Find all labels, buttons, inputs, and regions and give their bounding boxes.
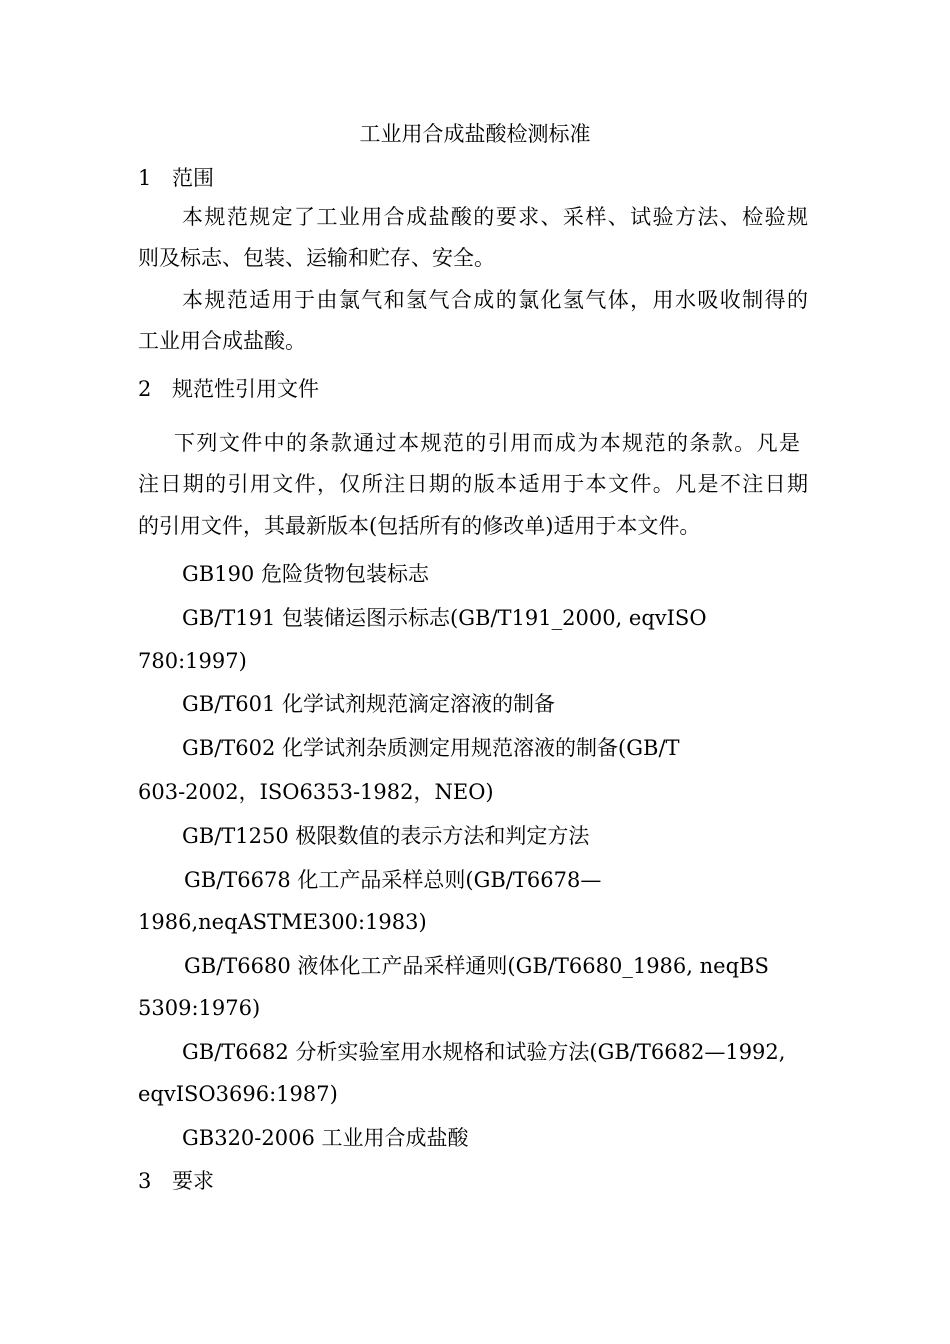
document-title: 工业用合成盐酸检测标准 xyxy=(359,122,591,146)
paragraph-line: 下列文件中的条款通过本规范的引用而成为本规范的条款。凡是 xyxy=(174,431,800,455)
section-number: 3 xyxy=(138,1169,152,1193)
reference-item-continued: eqvISO3696:1987) xyxy=(138,1082,338,1106)
reference-item-continued: 1986,neqASTME300:1983) xyxy=(138,910,427,934)
section-title: 要求 xyxy=(172,1169,214,1193)
paragraph-line: 则及标志、包装、运输和贮存、安全。 xyxy=(138,246,495,270)
section-number: 2 xyxy=(138,377,152,401)
reference-item: GB/T602 化学试剂杂质测定用规范溶液的制备(GB/T xyxy=(182,736,680,760)
paragraph-line: 注日期的引用文件，仅所注日期的版本适用于本文件。凡是不注日期 xyxy=(138,472,808,496)
reference-item-continued: 603-2002，ISO6353-1982，NEO) xyxy=(138,780,494,804)
section-number: 1 xyxy=(138,166,152,190)
reference-item-continued: 5309:1976) xyxy=(138,996,261,1020)
reference-item-continued: 780:1997) xyxy=(138,649,247,673)
reference-item: GB/T6678 化工产品采样总则(GB/T6678— xyxy=(184,868,602,892)
section-heading-3 xyxy=(138,1167,214,1195)
section-heading-1 xyxy=(138,164,214,192)
section-heading-2 xyxy=(138,375,319,403)
paragraph-line: 工业用合成盐酸。 xyxy=(138,329,306,353)
reference-item: GB/T191 包装储运图示标志(GB/T191_2000, eqvISO xyxy=(182,606,707,630)
reference-item: GB/T601 化学试剂规范滴定溶液的制备 xyxy=(182,692,556,716)
section-title: 规范性引用文件 xyxy=(172,377,319,401)
reference-item: GB/T1250 极限数值的表示方法和判定方法 xyxy=(182,824,590,848)
section-title: 范围 xyxy=(172,166,214,190)
reference-item: GB320-2006 工业用合成盐酸 xyxy=(182,1126,469,1150)
reference-item: GB190 危险货物包装标志 xyxy=(182,562,429,586)
paragraph-line: 的引用文件，其最新版本(包括所有的修改单)适用于本文件。 xyxy=(138,514,701,538)
reference-item: GB/T6680 液体化工产品采样通则(GB/T6680_1986, neqBS xyxy=(184,954,769,978)
paragraph-line: 本规范适用于由氯气和氢气合成的氯化氢气体，用水吸收制得的 xyxy=(182,288,808,312)
reference-item: GB/T6682 分析实验室用水规格和试验方法(GB/T6682—1992, xyxy=(182,1040,786,1064)
paragraph-line: 本规范规定了工业用合成盐酸的要求、采样、试验方法、检验规 xyxy=(182,205,808,229)
